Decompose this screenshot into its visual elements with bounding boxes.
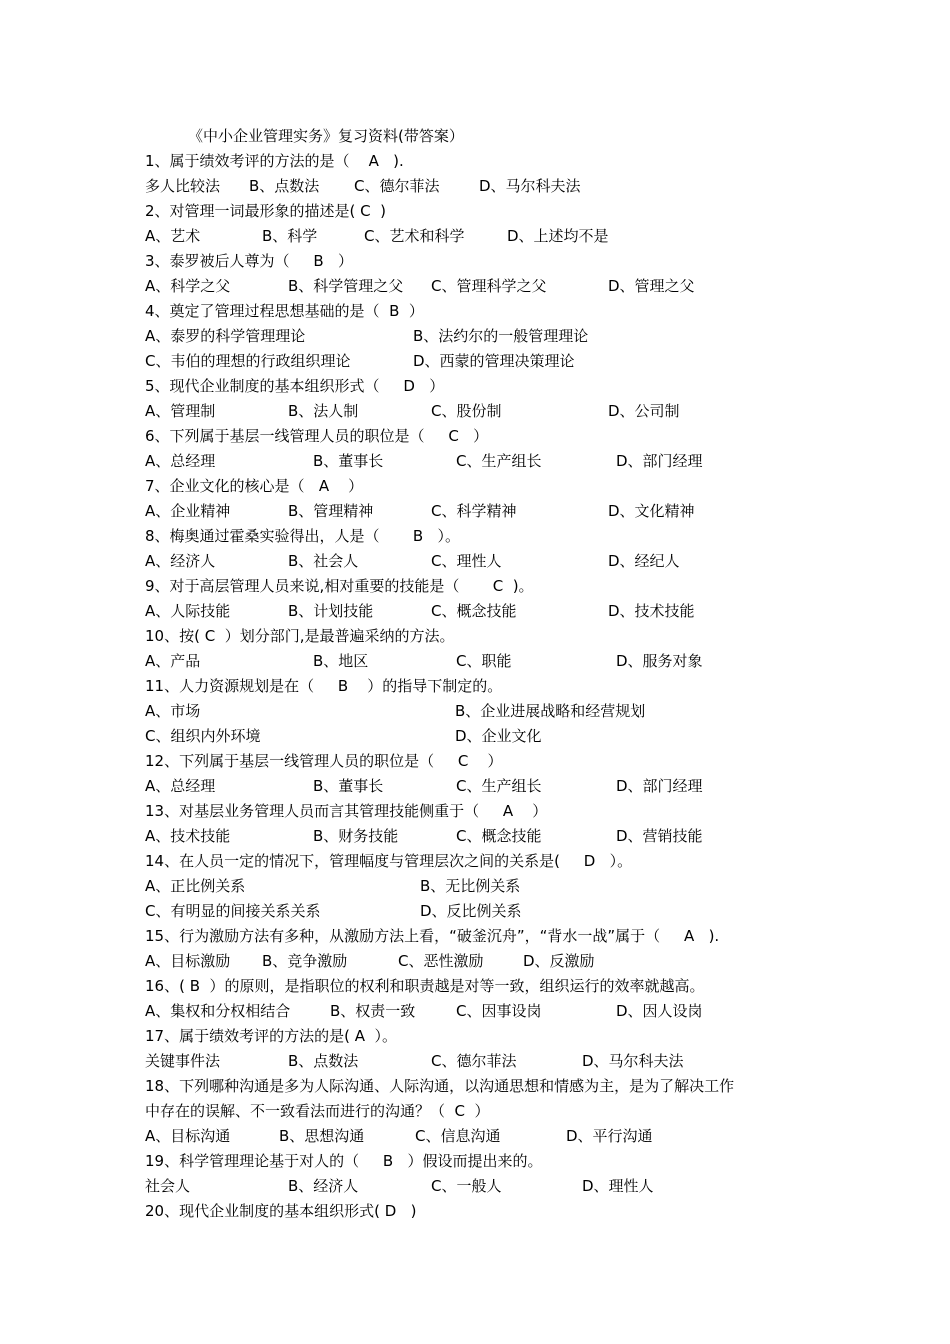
option: D、部门经理 bbox=[616, 452, 703, 470]
option: D、西蒙的管理决策理论 bbox=[413, 352, 575, 370]
option: B、地区 bbox=[313, 652, 369, 670]
option: A、产品 bbox=[145, 652, 201, 670]
options-6 bbox=[145, 449, 845, 474]
option: C、韦伯的理想的行政组织理论 bbox=[145, 352, 351, 370]
question-12: 12、下列属于基层一线管理人员的职位是（ C ） bbox=[145, 752, 503, 770]
options-11b bbox=[145, 724, 845, 749]
question-20: 20、现代企业制度的基本组织形式( D ) bbox=[145, 1202, 417, 1220]
option: C、概念技能 bbox=[456, 827, 542, 845]
question-19: 19、科学管理理论基于对人的（ B ）假设而提出来的。 bbox=[145, 1152, 543, 1170]
options-9 bbox=[145, 599, 845, 624]
question-16: 16、( B ）的原则，是指职位的权利和职责越是对等一致，组织运行的效率就越高。 bbox=[145, 977, 705, 995]
option: C、概念技能 bbox=[431, 602, 517, 620]
option: B、思想沟通 bbox=[279, 1127, 365, 1145]
option: B、科学管理之父 bbox=[288, 277, 404, 295]
option: D、反比例关系 bbox=[420, 902, 522, 920]
option: B、计划技能 bbox=[288, 602, 374, 620]
option: D、企业文化 bbox=[455, 727, 542, 745]
question-11: 11、人力资源规划是在（ B ）的指导下制定的。 bbox=[145, 677, 503, 695]
question-14: 14、在人员一定的情况下，管理幅度与管理层次之间的关系是( D ）。 bbox=[145, 852, 633, 870]
question-17: 17、属于绩效考评的方法的是( A ）。 bbox=[145, 1027, 398, 1045]
option: B、权责一致 bbox=[330, 1002, 416, 1020]
question-1: 1、属于绩效考评的方法的是（ A ). bbox=[145, 152, 404, 170]
option: C、恶性激励 bbox=[398, 952, 484, 970]
option: D、马尔科夫法 bbox=[479, 177, 581, 195]
option: D、经纪人 bbox=[608, 552, 680, 570]
option: D、公司制 bbox=[608, 402, 680, 420]
option: C、因事设岗 bbox=[456, 1002, 542, 1020]
option: B、经济人 bbox=[288, 1177, 359, 1195]
option: D、营销技能 bbox=[616, 827, 703, 845]
question-3: 3、泰罗被后人尊为（ B ） bbox=[145, 252, 353, 270]
option: C、有明显的间接关系关系 bbox=[145, 902, 321, 920]
options-8 bbox=[145, 549, 845, 574]
question-13: 13、对基层业务管理人员而言其管理技能侧重于（ A ） bbox=[145, 802, 548, 820]
option: B、科学 bbox=[262, 227, 318, 245]
options-5 bbox=[145, 399, 845, 424]
option: C、理性人 bbox=[431, 552, 502, 570]
options-19 bbox=[145, 1174, 845, 1199]
option: B、点数法 bbox=[288, 1052, 359, 1070]
options-7 bbox=[145, 499, 845, 524]
question-18: 18、下列哪种沟通是多为人际沟通、人际沟通，以沟通思想和情感为主，是为了解决工作 bbox=[145, 1077, 735, 1095]
option: A、泰罗的科学管理理论 bbox=[145, 327, 306, 345]
option: B、法人制 bbox=[288, 402, 359, 420]
option: 社会人 bbox=[145, 1177, 191, 1195]
options-14b bbox=[145, 899, 845, 924]
option: A、企业精神 bbox=[145, 502, 231, 520]
option: A、正比例关系 bbox=[145, 877, 246, 895]
options-11a bbox=[145, 699, 845, 724]
option: C、组织内外环境 bbox=[145, 727, 261, 745]
option: C、生产组长 bbox=[456, 777, 542, 795]
option: D、马尔科夫法 bbox=[582, 1052, 684, 1070]
question-4: 4、奠定了管理过程思想基础的是（ B ） bbox=[145, 302, 424, 320]
option: C、管理科学之父 bbox=[431, 277, 547, 295]
option: B、董事长 bbox=[313, 777, 384, 795]
options-3 bbox=[145, 274, 845, 299]
option: B、无比例关系 bbox=[420, 877, 521, 895]
option: A、集权和分权相结合 bbox=[145, 1002, 291, 1020]
question-6: 6、下列属于基层一线管理人员的职位是（ C ） bbox=[145, 427, 489, 445]
option: C、科学精神 bbox=[431, 502, 517, 520]
option: C、艺术和科学 bbox=[364, 227, 465, 245]
option: 多人比较法 bbox=[145, 177, 221, 195]
option: B、竞争激励 bbox=[262, 952, 348, 970]
option: B、财务技能 bbox=[313, 827, 399, 845]
question-15: 15、行为激励方法有多种，从激励方法上看，“破釜沉舟”，“背水一战”属于（ A ). bbox=[145, 927, 720, 945]
option: C、生产组长 bbox=[456, 452, 542, 470]
option: C、信息沟通 bbox=[415, 1127, 501, 1145]
option: A、市场 bbox=[145, 702, 201, 720]
question-2: 2、对管理一词最形象的描述是( C ) bbox=[145, 202, 387, 220]
options-18 bbox=[145, 1124, 845, 1149]
option: B、社会人 bbox=[288, 552, 359, 570]
option: A、科学之父 bbox=[145, 277, 231, 295]
option: A、经济人 bbox=[145, 552, 216, 570]
option: 关键事件法 bbox=[145, 1052, 221, 1070]
option: B、管理精神 bbox=[288, 502, 374, 520]
options-2 bbox=[145, 224, 845, 249]
option: D、平行沟通 bbox=[566, 1127, 653, 1145]
question-9: 9、对于高层管理人员来说,相对重要的技能是（ C )。 bbox=[145, 577, 534, 595]
options-16 bbox=[145, 999, 845, 1024]
option: B、点数法 bbox=[249, 177, 320, 195]
options-13 bbox=[145, 824, 845, 849]
option: D、技术技能 bbox=[608, 602, 695, 620]
option: D、文化精神 bbox=[608, 502, 695, 520]
options-12 bbox=[145, 774, 845, 799]
options-1 bbox=[145, 174, 845, 199]
option: C、德尔菲法 bbox=[354, 177, 440, 195]
option: D、服务对象 bbox=[616, 652, 703, 670]
option: A、总经理 bbox=[145, 452, 216, 470]
document-title: 《中小企业管理实务》复习资料(带答案） bbox=[188, 127, 464, 145]
option: A、管理制 bbox=[145, 402, 216, 420]
option: C、德尔菲法 bbox=[431, 1052, 517, 1070]
options-14a bbox=[145, 874, 845, 899]
option: D、部门经理 bbox=[616, 777, 703, 795]
option: D、因人设岗 bbox=[616, 1002, 703, 1020]
option: D、上述均不是 bbox=[507, 227, 609, 245]
option: A、总经理 bbox=[145, 777, 216, 795]
options-17 bbox=[145, 1049, 845, 1074]
option: A、目标激励 bbox=[145, 952, 231, 970]
option: C、职能 bbox=[456, 652, 512, 670]
option: D、管理之父 bbox=[608, 277, 695, 295]
options-15 bbox=[145, 949, 845, 974]
options-10 bbox=[145, 649, 845, 674]
question-5: 5、现代企业制度的基本组织形式（ D ） bbox=[145, 377, 445, 395]
option: B、企业进展战略和经营规划 bbox=[455, 702, 646, 720]
question-10: 10、按( C ）划分部门,是最普遍采纳的方法。 bbox=[145, 627, 455, 645]
option: B、董事长 bbox=[313, 452, 384, 470]
option: B、法约尔的一般管理理论 bbox=[413, 327, 589, 345]
option: A、艺术 bbox=[145, 227, 201, 245]
option: C、一般人 bbox=[431, 1177, 502, 1195]
option: C、股份制 bbox=[431, 402, 502, 420]
options-4b bbox=[145, 349, 845, 374]
option: D、反激励 bbox=[523, 952, 595, 970]
question-8: 8、梅奥通过霍桑实验得出，人是（ B ）。 bbox=[145, 527, 461, 545]
option: D、理性人 bbox=[582, 1177, 654, 1195]
question-7: 7、企业文化的核心是（ A ） bbox=[145, 477, 364, 495]
options-4a bbox=[145, 324, 845, 349]
option: A、目标沟通 bbox=[145, 1127, 231, 1145]
option: A、人际技能 bbox=[145, 602, 231, 620]
option: A、技术技能 bbox=[145, 827, 231, 845]
question-18-continued: 中存在的误解、不一致看法而进行的沟通？（ C ） bbox=[145, 1102, 490, 1120]
